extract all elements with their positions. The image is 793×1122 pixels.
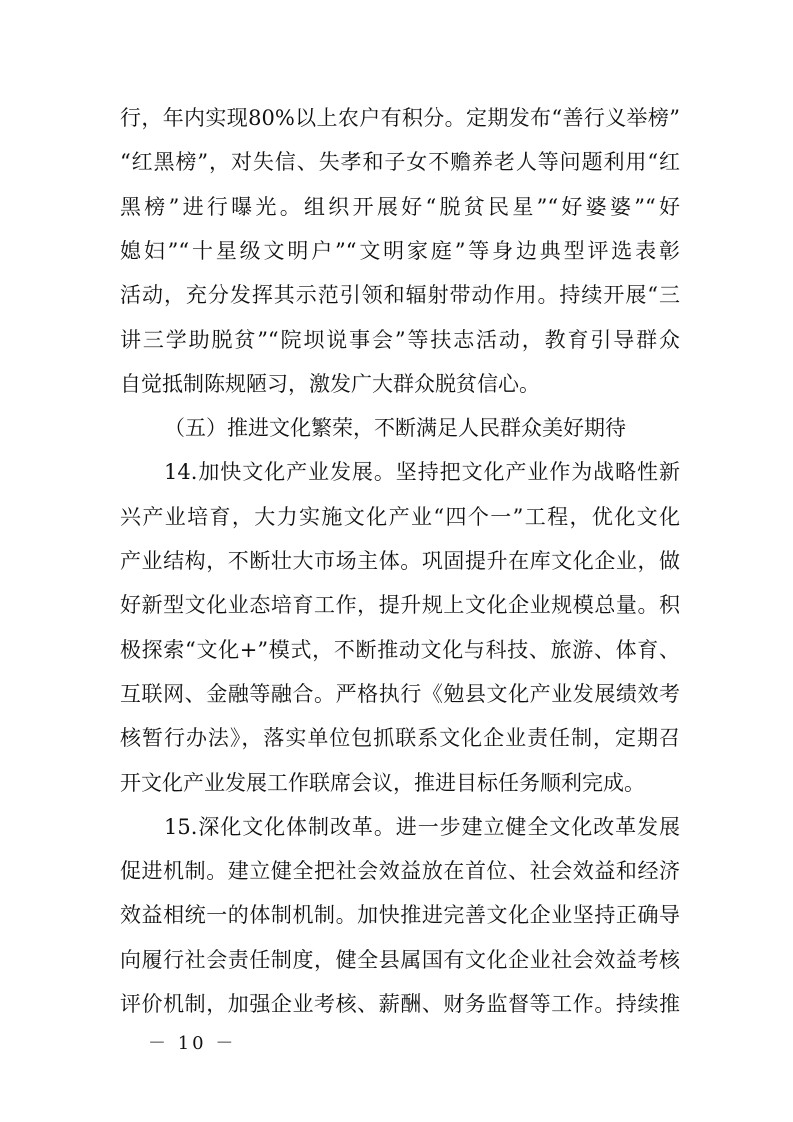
body-text-line: 兴产业培育，大力实施文化产业“四个一”工程，优化文化 <box>120 505 680 529</box>
body-text-line: 行，年内实现80%以上农户有积分。定期发布“善行义举榜” <box>120 106 680 130</box>
body-text-line: 互联网、金融等融合。严格执行《勉县文化产业发展绩效考 <box>120 682 680 706</box>
body-text-line: 媳妇”“十星级文明户”“文明家庭”等身边典型评选表彰 <box>120 239 680 263</box>
body-text-line: “红黑榜”，对失信、失孝和子女不赡养老人等问题利用“红 <box>120 150 680 174</box>
body-text-line: 评价机制，加强企业考核、薪酬、财务监督等工作。持续推 <box>120 992 680 1016</box>
body-text-line: 核暂行办法》，落实单位包抓联系文化企业责任制，定期召 <box>120 726 680 750</box>
paragraph-first-line: 14.加快文化产业发展。坚持把文化产业作为战略性新 <box>164 460 680 484</box>
body-text-line: 活动，充分发挥其示范引领和辐射带动作用。持续开展“三 <box>120 283 680 307</box>
body-text-line: 好新型文化业态培育工作，提升规上文化企业规模总量。积 <box>120 593 680 617</box>
paragraph-first-line: 15.深化文化体制改革。进一步建立健全文化改革发展 <box>164 815 680 839</box>
body-text-line: 开文化产业发展工作联席会议，推进目标任务顺利完成。 <box>120 771 645 795</box>
body-text-line: 黑榜”进行曝光。组织开展好“脱贫民星”“好婆婆”“好 <box>120 195 680 219</box>
body-text-line: 极探索“文化+”模式，不断推动文化与科技、旅游、体育、 <box>120 638 680 662</box>
page-number: － 10 － <box>148 1033 237 1054</box>
section-heading: （五）推进文化繁荣，不断满足人民群众美好期待 <box>164 416 626 440</box>
body-text-line: 效益相统一的体制机制。加快推进完善文化企业坚持正确导 <box>120 903 680 927</box>
body-text-line: 促进机制。建立健全把社会效益放在首位、社会效益和经济 <box>120 859 680 883</box>
body-text-line: 讲三学助脱贫”“院坝说事会”等扶志活动，教育引导群众 <box>120 328 680 352</box>
body-text-line: 自觉抵制陈规陋习，激发广大群众脱贫信心。 <box>120 372 540 396</box>
body-text-line: 产业结构，不断壮大市场主体。巩固提升在库文化企业，做 <box>120 549 680 573</box>
body-text-line: 向履行社会责任制度，健全县属国有文化企业社会效益考核 <box>120 948 680 972</box>
